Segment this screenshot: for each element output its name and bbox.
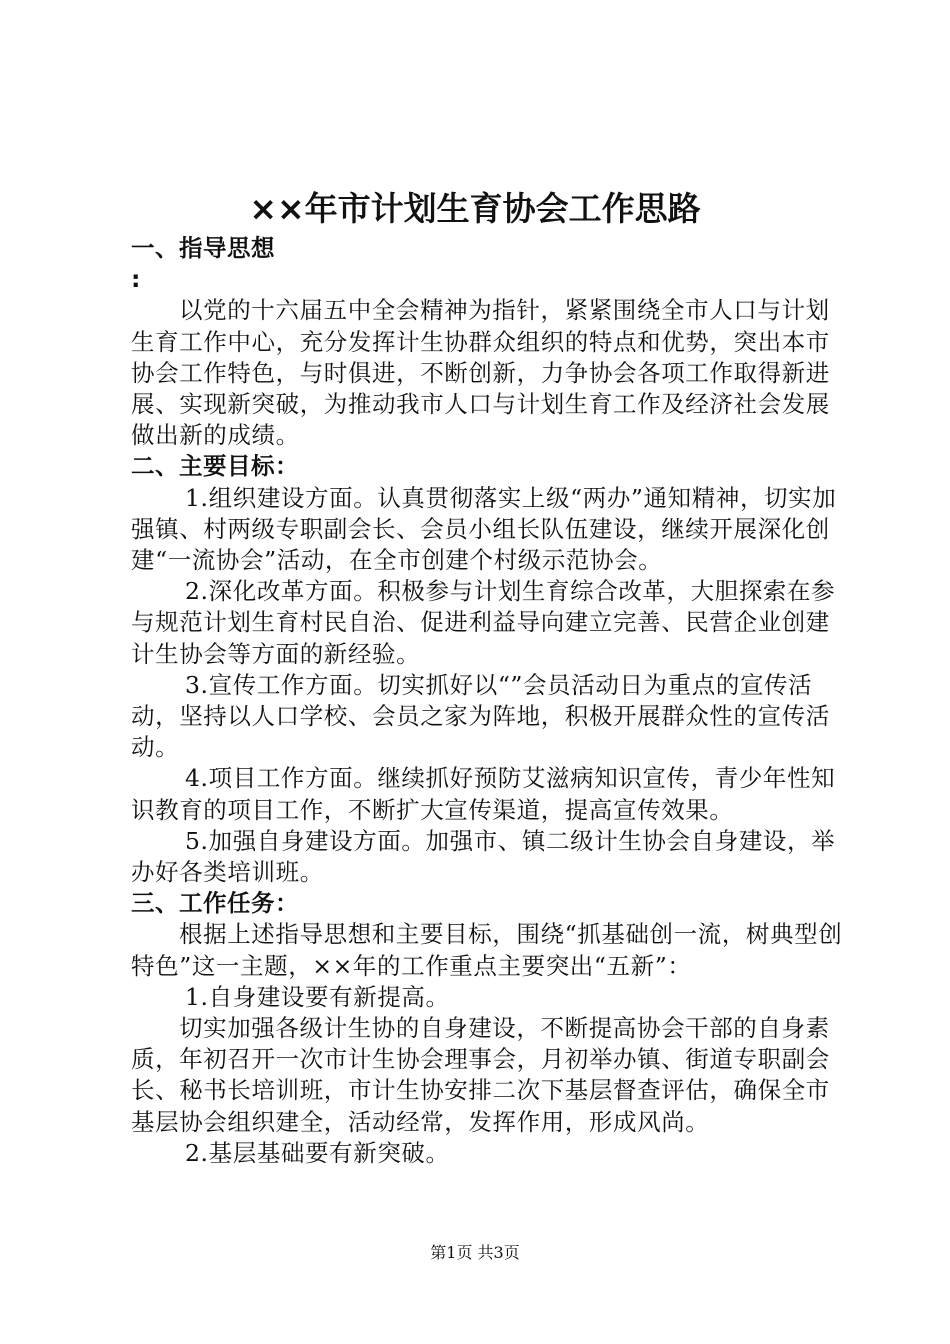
goal-item-organization: 1.组织建设方面。认真贯彻落实上级“两办”通知精神，切实加强镇、村两级专职副会长、会员小组长队伍建设，继续开展深化创建“一流协会”活动，在全市创建个村级示范协会。 xyxy=(131,483,837,575)
task-item-grassroots: 2.基层基础要有新突破。 xyxy=(185,1138,450,1167)
goal-item-reform: 2.深化改革方面。积极参与计划生育综合改革，大胆探索在参与规范计划生育村民自治、促进利益导向建立完善、民营企业创建计生协会等方面的新经验。 xyxy=(131,577,836,668)
section-heading-main-goals: 二、主要目标： xyxy=(131,452,299,481)
document-title: ××年市计划生育协会工作思路 xyxy=(249,189,701,228)
goal-item-projects: 4.项目工作方面。继续抓好预防艾滋病知识宣传，青少年性知识教育的项目工作，不断扩大宣传渠道，提高宣传效果。 xyxy=(131,764,836,824)
document-body xyxy=(131,233,845,1169)
goal-item-publicity: 3.宣传工作方面。切实抓好以“”会员活动日为重点的宣传活动，坚持以人口学校、会员之家为阵地，积极开展群众性的宣传活动。 xyxy=(131,670,830,762)
task-item-self-building: 1.自身建设要有新提高。 xyxy=(185,982,450,1011)
paragraph-guiding-ideology: 以党的十六届五中全会精神为指针，紧紧围绕全市人口与计划生育工作中心，充分发挥计生协群众组织的特点和优势，突出本市协会工作特色，与时俱进，不断创新，力争协会各项工作取得新进展、实现新突破，为推动我市人口与计划生育工作及经济社会发展做出新的成绩。 xyxy=(131,296,830,450)
section-heading-guiding-ideology: 一、指导思想 xyxy=(131,234,275,262)
paragraph-self-building-detail: 切实加强各级计生协的自身建设，不断提高协会干部的自身素质，年初召开一次市计生协会理事会，月初举办镇、街道专职副会长、秘书长培训班，市计生协安排二次下基层督查评估，确保全市基层协会组织建全，活动经常，发挥作用，形成风尚。 xyxy=(131,1014,830,1136)
page-footer: 第1页 共3页 xyxy=(430,1243,520,1262)
paragraph-work-tasks-intro: 根据上述指导思想和主要目标，围绕“抓基础创一流，树典型创特色”这一主题，××年的工作重点主要突出“五新”： xyxy=(131,920,843,980)
section-heading-work-tasks: 三、工作任务： xyxy=(131,889,299,918)
goal-item-self-building: 5.加强自身建设方面。加强市、镇二级计生协会自身建设，举办好各类培训班。 xyxy=(131,826,836,887)
section-colon: : xyxy=(131,265,141,294)
